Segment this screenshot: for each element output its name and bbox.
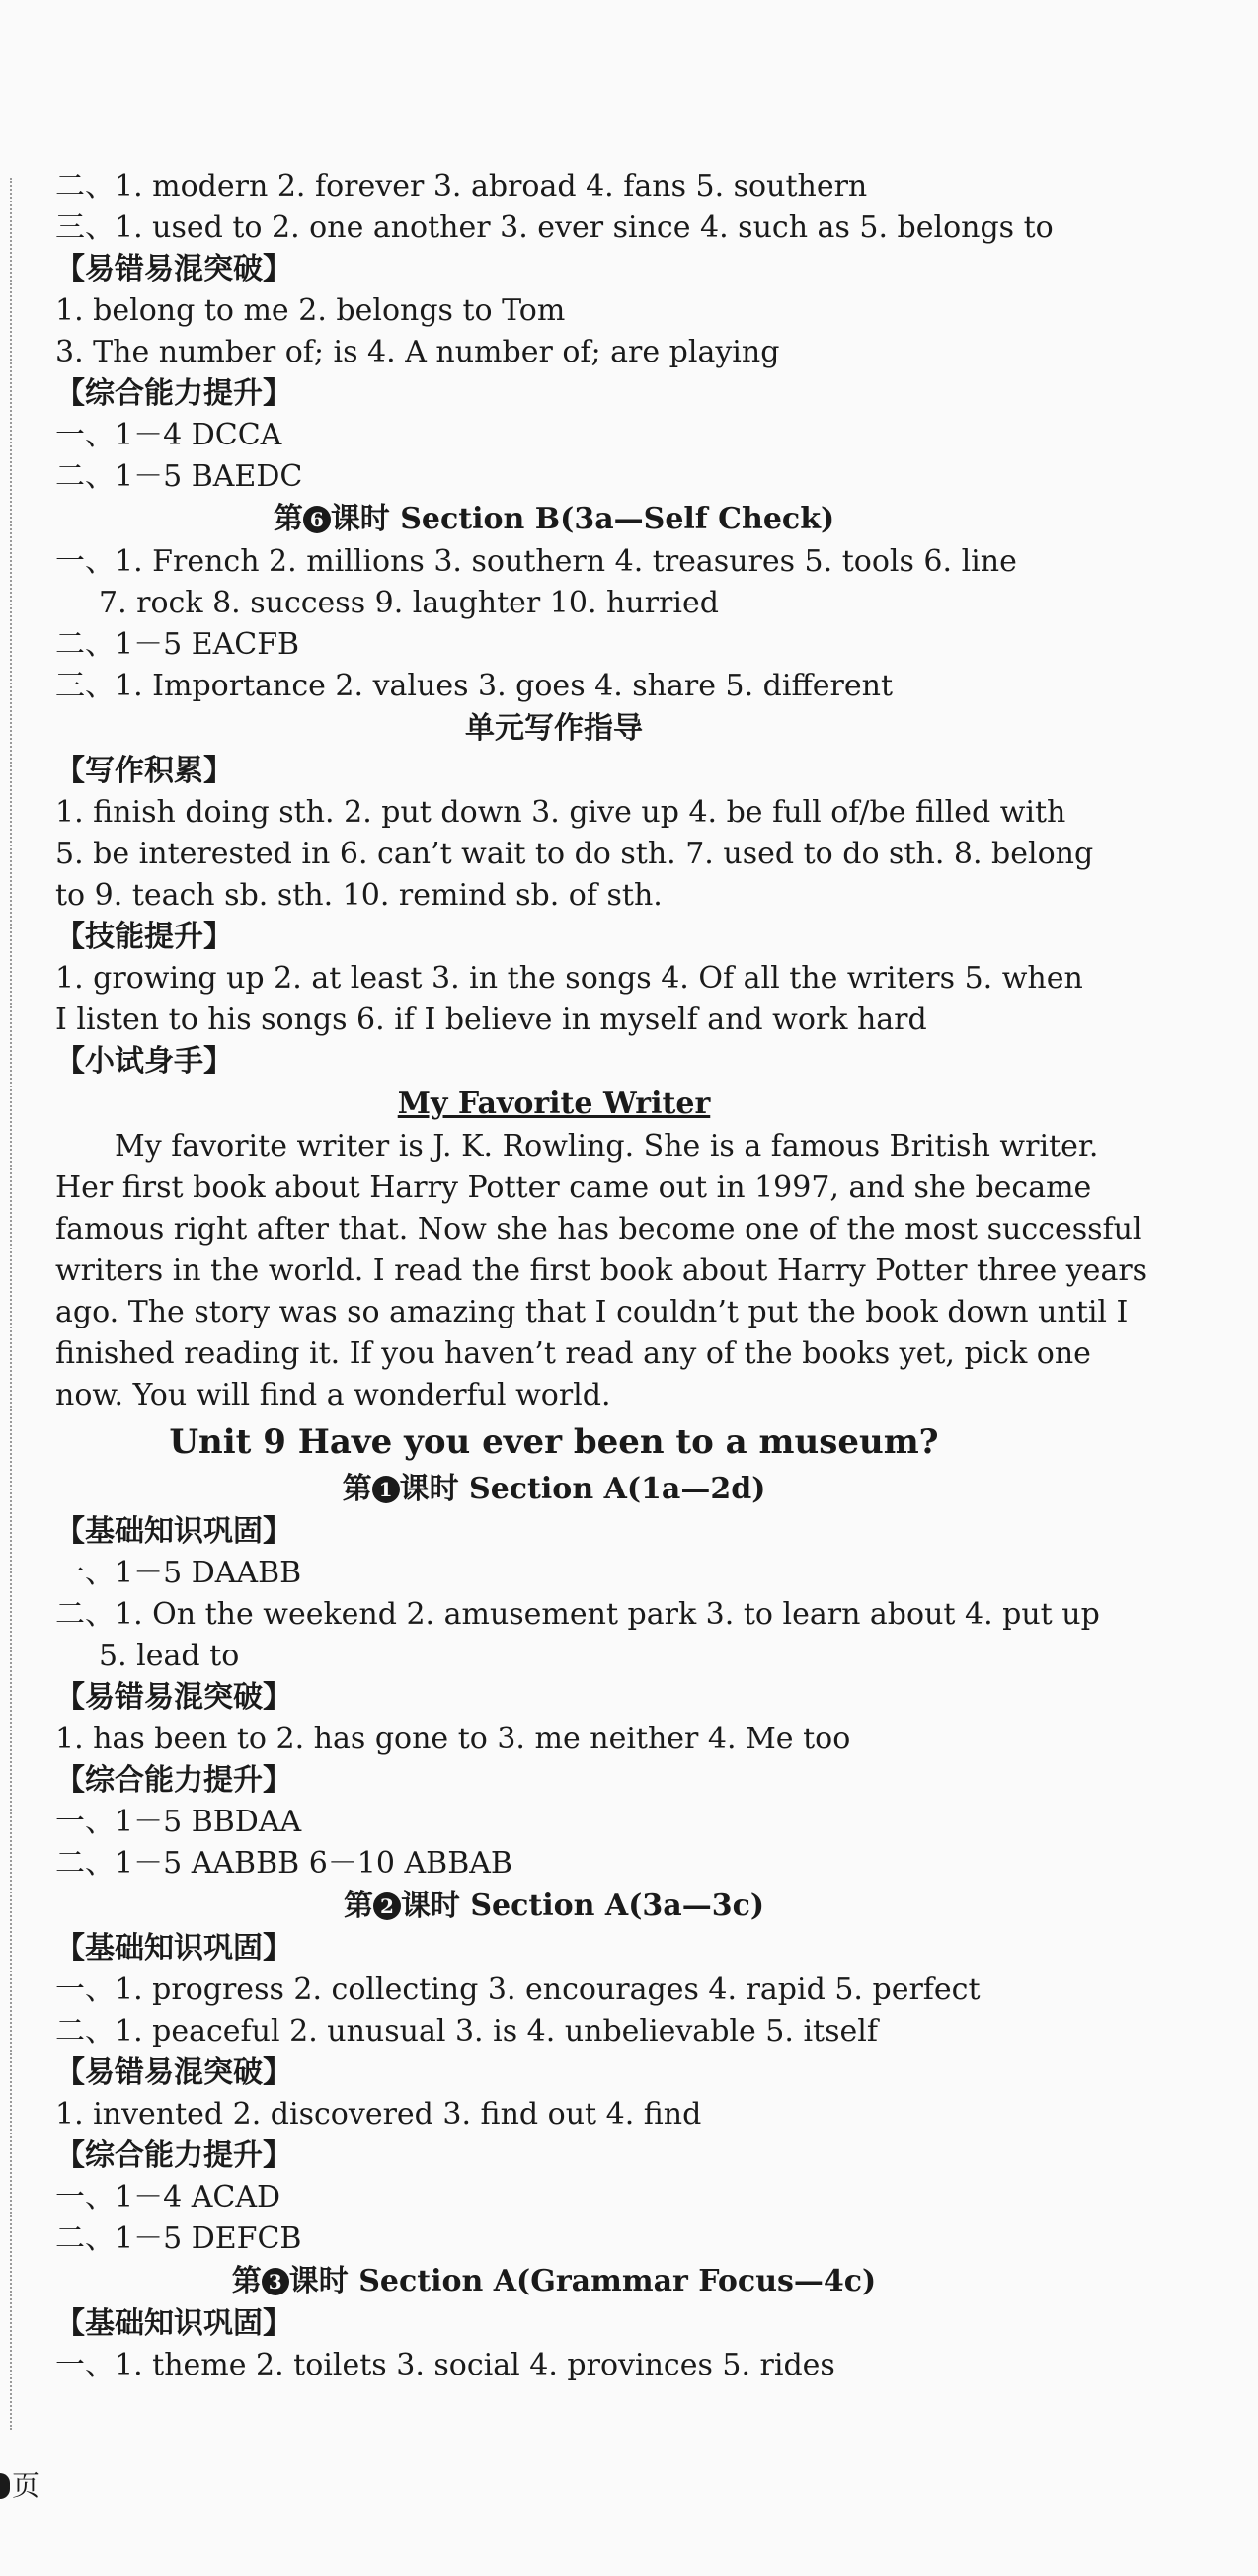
answer-line: 二、1. peaceful 2. unusual 3. is 4. unbelievable 5. itself bbox=[55, 2014, 878, 2049]
section-heading: 【综合能力提升】 bbox=[55, 2138, 292, 2173]
section-heading: 【基础知识巩固】 bbox=[55, 2306, 292, 2341]
section-heading: 【易错易混突破】 bbox=[55, 1680, 292, 1715]
section-heading: 【综合能力提升】 bbox=[55, 376, 292, 411]
answer-line: 5. be interested in 6. can’t wait to do sth. 7. used to do sth. 8. belong bbox=[55, 837, 1094, 871]
answer-line: 二、1－5 AABBB 6－10 ABBAB bbox=[55, 1846, 512, 1881]
section-heading: 【基础知识巩固】 bbox=[55, 1931, 292, 1966]
lesson-title: 第 2 课时 Section A(3a—3c) bbox=[343, 1889, 765, 1923]
essay-line: My favorite writer is J. K. Rowling. She is a famous British writer. bbox=[115, 1129, 1099, 1164]
lesson-number-badge: 1 bbox=[372, 1476, 400, 1503]
section-heading: 【基础知识巩固】 bbox=[55, 1514, 292, 1549]
answer-line: 5. lead to bbox=[99, 1639, 240, 1673]
page-footer bbox=[0, 2464, 39, 2504]
answer-line: 一、1－4 DCCA bbox=[55, 418, 282, 452]
answer-line: 1. invented 2. discovered 3. find out 4. find bbox=[55, 2097, 702, 2132]
answer-line: 一、1. French 2. millions 3. southern 4. treasures 5. tools 6. line bbox=[55, 544, 1017, 579]
answer-line: 二、1－5 EACFB bbox=[55, 627, 300, 662]
essay-line: finished reading it. If you haven’t read any of the books yet, pick one bbox=[55, 1336, 1091, 1371]
section-heading: 【易错易混突破】 bbox=[55, 2055, 292, 2090]
answer-line: 三、1. Importance 2. values 3. goes 4. share 5. different bbox=[55, 669, 894, 703]
essay-line: famous right after that. Now she has become one of the most successful bbox=[55, 1212, 1142, 1247]
section-heading: 【易错易混突破】 bbox=[55, 252, 292, 286]
answer-line: 一、1. theme 2. toilets 3. social 4. provinces 5. rides bbox=[55, 2348, 835, 2382]
lesson-title: 第 6 课时 Section B(3a—Self Check) bbox=[273, 502, 835, 536]
page-number-tab bbox=[0, 2473, 10, 2499]
essay-line: writers in the world. I read the first book about Harry Potter three years bbox=[55, 1253, 1148, 1288]
answer-line: 1. has been to 2. has gone to 3. me neither 4. Me too bbox=[55, 1722, 851, 1756]
lesson-number-badge: 3 bbox=[262, 2268, 289, 2295]
essay-body bbox=[55, 1126, 1148, 1416]
answer-line: 一、1－4 ACAD bbox=[55, 2180, 281, 2214]
writing-guide-title: 单元写作指导 bbox=[465, 711, 643, 746]
answer-line: 二、1. modern 2. forever 3. abroad 4. fans 5. southern bbox=[55, 169, 868, 203]
answer-line: 7. rock 8. success 9. laughter 10. hurried bbox=[99, 586, 719, 620]
essay-line: Her first book about Harry Potter came out in 1997, and she became bbox=[55, 1170, 1092, 1205]
section-heading: 【写作积累】 bbox=[55, 754, 233, 788]
answer-line: 三、1. used to 2. one another 3. ever since 4. such as 5. belongs to bbox=[55, 210, 1054, 245]
essay-title: My Favorite Writer bbox=[397, 1087, 711, 1121]
section-heading: 【综合能力提升】 bbox=[55, 1763, 292, 1798]
lesson-number-badge: 6 bbox=[303, 506, 331, 533]
essay-line: ago. The story was so amazing that I couldn’t put the book down until I bbox=[55, 1295, 1129, 1329]
answer-line: to 9. teach sb. sth. 10. remind sb. of sth. bbox=[55, 878, 663, 913]
answer-content bbox=[55, 166, 1148, 2386]
section-heading: 【技能提升】 bbox=[55, 920, 233, 954]
binding-dotted-line bbox=[10, 178, 12, 2430]
answer-line: 1. finish doing sth. 2. put down 3. give up 4. be full of/be filled with bbox=[55, 795, 1066, 830]
lesson-title: 第 1 课时 Section A(1a—2d) bbox=[342, 1472, 766, 1506]
essay-line: now. You will find a wonderful world. bbox=[55, 1378, 611, 1412]
page-label: 页 bbox=[12, 2469, 40, 2502]
lesson-title: 第 3 课时 Section A(Grammar Focus—4c) bbox=[231, 2264, 877, 2298]
answer-line: 3. The number of; is 4. A number of; are playing bbox=[55, 335, 780, 369]
unit-title: Unit 9 Have you ever been to a museum? bbox=[169, 1422, 939, 1462]
answer-line: 二、1－5 DEFCB bbox=[55, 2221, 302, 2256]
answer-line: 1. growing up 2. at least 3. in the songs 4. Of all the writers 5. when bbox=[55, 961, 1083, 996]
section-heading: 【小试身手】 bbox=[55, 1044, 233, 1079]
answer-line: 二、1－5 BAEDC bbox=[55, 459, 303, 494]
answer-line: I listen to his songs 6. if I believe in myself and work hard bbox=[55, 1003, 927, 1037]
lesson-number-badge: 2 bbox=[373, 1892, 401, 1920]
answer-line: 二、1. On the weekend 2. amusement park 3. to learn about 4. put up bbox=[55, 1597, 1100, 1632]
answer-line: 一、1. progress 2. collecting 3. encourages 4. rapid 5. perfect bbox=[55, 1972, 981, 2007]
answer-line: 一、1－5 BBDAA bbox=[55, 1805, 302, 1839]
answer-line: 1. belong to me 2. belongs to Tom bbox=[55, 293, 566, 328]
answer-line: 一、1－5 DAABB bbox=[55, 1556, 302, 1590]
